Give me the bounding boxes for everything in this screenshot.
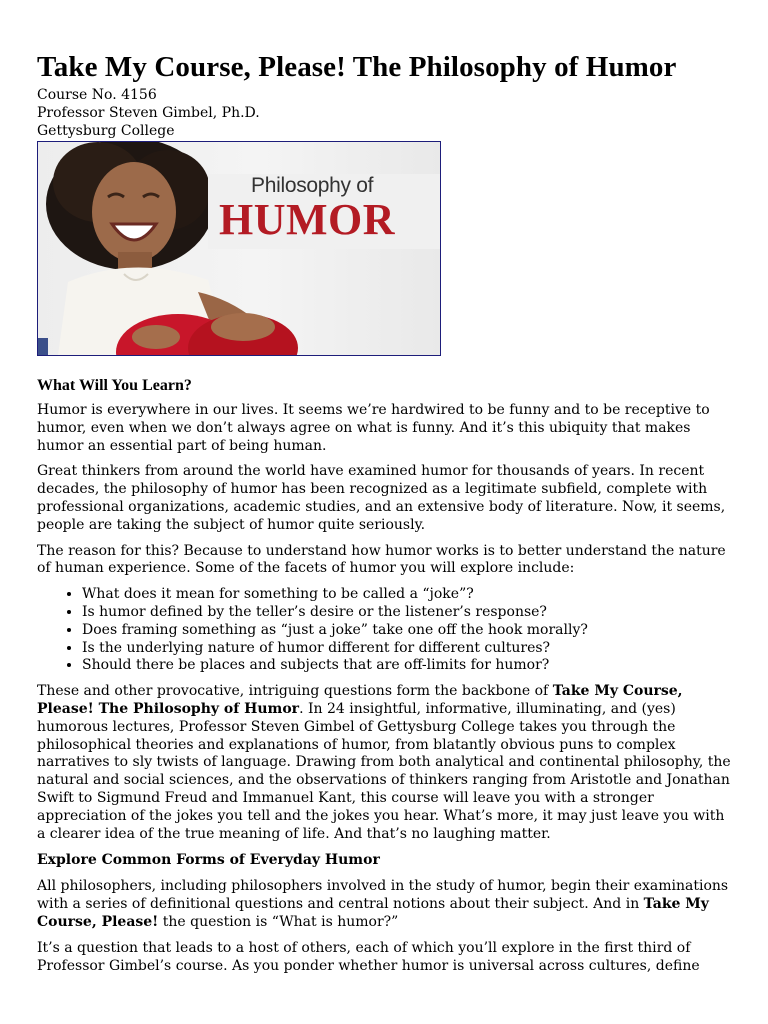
course-number: Course No. 4156 [37,87,157,103]
paragraph [37,878,737,931]
text-run: All philosophers, including philosophers involved in the study of humor, begin their examinations with a series of definitional questions and central notions about their subject. And in [37,878,729,913]
banner-title: HUMOR [219,195,396,244]
document-page [37,0,737,983]
list-item: • What does it mean for something to be called a “joke”? [82,586,737,604]
course-title-emphasis: Take My Course, Please! [37,896,709,930]
professor-name: Professor Steven Gimbel, Ph.D. [37,105,260,121]
list-item: • Is humor defined by the teller’s desire or the listener’s response? [82,604,737,622]
paragraph: Humor is everywhere in our lives. It seems we’re hardwired to be funny and to be receptive to humor, even when we don’t always agree on what is funny. And it’s this ubiquity that makes humor an essential part of being human. [37,402,710,454]
course-title-emphasis: Take My Course, Please! The Philosophy of Humor [37,683,683,717]
text-run: . In 24 insightful, informative, illuminating, and (yes) humorous lectures, Professor Steven Gimbel of Gettysburg College takes you through the philosophical theories and explanations of humor, from blatantly obvious puns to complex narratives to sly twists of language. Drawing from both analytical and continental philosophy, the natural and social sciences, and the observations of thinkers ranging from Aristotle and Jonathan Swift to Sigmund Freud and Immanuel Kant, this course will leave you with a stronger appreciation of the jokes you tell and the jokes you hear. What’s more, it may just leave you with a clearer idea of the true meaning of life. And that’s no laughing matter. [37,700,731,842]
list-item: • Is the underlying nature of humor different for different cultures? [82,640,737,658]
list-item: • Should there be places and subjects that are off-limits for humor? [82,657,737,675]
banner-subtitle: Philosophy of [251,174,374,197]
college-name: Gettysburg College [37,123,175,139]
facets-list [37,586,737,675]
section-heading-what-will-you-learn: What Will You Learn? [37,377,192,394]
document-title: Take My Course, Please! The Philosophy of Humor [37,51,677,83]
course-banner-image [37,141,441,356]
paragraph [37,683,737,843]
section-heading-explore-forms: Explore Common Forms of Everyday Humor [37,852,380,869]
text-run: These and other provocative, intriguing questions form the backbone of [37,683,553,700]
text-run: the question is “What is humor?” [158,913,399,930]
paragraph: Great thinkers from around the world have examined humor for thousands of years. In recent decades, the philosophy of humor has been recognized as a legitimate subfield, complete with professional organizations, academic studies, and an extensive body of literature. Now, it seems, people are taking the subject of humor quite seriously. [37,463,726,533]
paragraph: The reason for this? Because to understand how humor works is to better understand the nature of human experience. Some of the facets of humor you will explore include: [37,542,726,577]
paragraph: It’s a question that leads to a host of others, each of which you’ll explore in the first third of Professor Gimbel’s course. As you ponder whether humor is universal across cultures, define [37,939,700,974]
list-item: • Does framing something as “just a joke” take one off the hook morally? [82,622,737,640]
